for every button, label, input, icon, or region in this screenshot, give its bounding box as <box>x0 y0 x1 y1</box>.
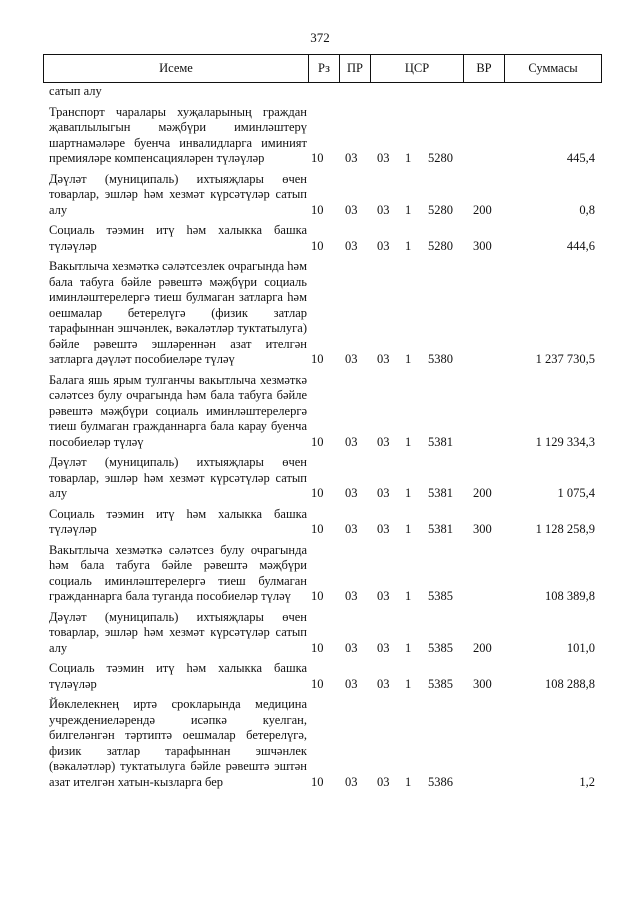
cell-sum: 108 288,8 <box>545 676 595 691</box>
cell-pr: 03 <box>345 352 358 366</box>
cell-c3: 5280 <box>428 151 453 165</box>
cell-c3: 5386 <box>428 774 453 789</box>
cell-sum: 445,4 <box>566 151 595 165</box>
cell-c2: 1 <box>405 352 412 366</box>
cell-sum: 101,0 <box>566 640 595 655</box>
row-values <box>43 84 602 100</box>
cell-c1: 03 <box>377 522 390 536</box>
cell-rz: 10 <box>311 202 324 217</box>
cell-pr: 03 <box>345 486 358 500</box>
table-row <box>43 697 602 790</box>
row-name: Транспорт чаралары хуҗаларының граждан җаваплылыгын мәҗбүри иминләштерү шартнамәләре буенча инвалидларга иминият премияләре компенсацияләрен түләүләр <box>49 104 307 165</box>
row-values <box>43 151 602 167</box>
cell-c2: 1 <box>405 202 412 217</box>
cell-c1: 03 <box>377 774 390 789</box>
header-name: Исеме <box>44 55 309 83</box>
cell-c1: 03 <box>377 486 390 500</box>
cell-sum: 0,8 <box>579 202 595 217</box>
cell-vr: 300 <box>473 238 492 253</box>
cell-rz: 10 <box>311 238 324 253</box>
cell-vr: 200 <box>473 202 492 217</box>
cell-pr: 03 <box>345 151 358 165</box>
row-values <box>43 641 602 657</box>
row-name: Вакытлыча хезмәткә сәләтсез булу очрагында һәм бала табуга бәйле рәвештә мәҗбүри социаль иминләштерелергә тиеш булмаган гражданнарга бала туганда пособиеләр түләү <box>49 542 307 603</box>
cell-c2: 1 <box>405 640 412 655</box>
cell-rz: 10 <box>311 589 324 603</box>
row-name: Социаль тәэмин итү һәм халыкка башка түләүләр <box>49 661 307 691</box>
cell-rz: 10 <box>311 151 324 165</box>
row-name: Социаль тәэмин итү һәм халыкка башка түләүләр <box>49 223 307 253</box>
row-name: Дәүләт (муниципаль) ихтыяҗлары өчен товарлар, эшләр һәм хезмәт күрсәтүләр сатып алу <box>49 609 307 655</box>
header-sum: Суммасы <box>505 55 602 83</box>
table-row <box>43 223 602 254</box>
row-values <box>43 589 602 605</box>
table-row <box>43 105 602 167</box>
cell-c3: 5385 <box>428 676 453 691</box>
cell-vr: 200 <box>473 486 492 500</box>
row-name: Дәүләт (муниципаль) ихтыяҗлары өчен товарлар, эшләр һәм хезмәт күрсәтүләр сатып алу <box>49 171 307 217</box>
cell-sum: 1 129 334,3 <box>535 434 595 449</box>
cell-sum: 1,2 <box>579 774 595 789</box>
row-name: Вакытлыча хезмәткә сәләтсезлек очрагында һәм бала табуга бәйле рәвештә мәҗбүри социаль иминләштерелергә тиеш булмаган затларга һәм оешмалар бетерелүгә (физик затлар тарафыннан эшчәнлек, вәкаләтләр туктатылуга) бәйле рәвештә эшләреннән азат ителгән затларга дәүләт пособиеләре түләү <box>49 259 307 366</box>
row-values <box>43 239 602 255</box>
cell-c1: 03 <box>377 202 390 217</box>
cell-c2: 1 <box>405 589 412 603</box>
table-row <box>43 84 602 100</box>
cell-rz: 10 <box>311 774 324 789</box>
row-name: сатып алу <box>49 84 102 98</box>
page-number: 372 <box>310 30 330 45</box>
cell-c2: 1 <box>405 774 412 789</box>
cell-pr: 03 <box>345 589 358 603</box>
cell-c1: 03 <box>377 589 390 603</box>
row-name: Йөклелекнең иртә срокларында медицина учреждениеләрендә исәпкә куелган, билгеләнгән тәртиптә оешмалар бетерелүгә, физик затлар тарафыннан эшчәнлек (вәкаләтләр) туктатылуга бәйле рәвештә эштән азат ителгән хатын-кызларга бер <box>49 697 307 789</box>
cell-rz: 10 <box>311 434 324 449</box>
cell-vr: 300 <box>473 676 492 691</box>
cell-c2: 1 <box>405 434 412 449</box>
cell-c1: 03 <box>377 640 390 655</box>
cell-c2: 1 <box>405 151 412 165</box>
cell-c2: 1 <box>405 238 412 253</box>
header-csr: ЦСР <box>371 55 464 83</box>
cell-c1: 03 <box>377 151 390 165</box>
cell-c1: 03 <box>377 352 390 366</box>
table-row <box>43 543 602 605</box>
cell-c3: 5280 <box>428 238 453 253</box>
cell-c3: 5380 <box>428 352 453 366</box>
row-values <box>43 486 602 502</box>
table-row <box>43 373 602 451</box>
table-row <box>43 259 602 368</box>
cell-sum: 1 075,4 <box>557 486 595 500</box>
row-name: Социаль тәэмин итү һәм халыкка башка түләүләр <box>49 506 307 536</box>
cell-c1: 03 <box>377 676 390 691</box>
cell-c3: 5280 <box>428 202 453 217</box>
cell-rz: 10 <box>311 676 324 691</box>
cell-pr: 03 <box>345 202 358 217</box>
cell-c1: 03 <box>377 434 390 449</box>
table-row <box>43 661 602 692</box>
cell-c3: 5381 <box>428 434 453 449</box>
header-rz: Рз <box>309 55 340 83</box>
cell-c3: 5381 <box>428 522 453 536</box>
row-name: Балага яшь ярым тулганчы вакытлыча хезмәткә сәләтсез булу очрагында һәм бала табуга бәйле рәвештә мәҗбүри социаль иминләштерелергә тиеш булмаган гражданнарга бала карау буенча пособиеләр түләү <box>49 372 307 449</box>
cell-rz: 10 <box>311 486 324 500</box>
cell-vr: 200 <box>473 640 492 655</box>
table-header <box>43 54 602 83</box>
header-pr: ПР <box>340 55 371 83</box>
row-values <box>43 352 602 368</box>
cell-pr: 03 <box>345 676 358 691</box>
row-values <box>43 522 602 538</box>
cell-c1: 03 <box>377 238 390 253</box>
cell-pr: 03 <box>345 434 358 449</box>
row-values <box>43 203 602 219</box>
header-vr: ВР <box>464 55 505 83</box>
cell-rz: 10 <box>311 522 324 536</box>
row-name: Дәүләт (муниципаль) ихтыяҗлары өчен товарлар, эшләр һәм хезмәт күрсәтүләр сатып алу <box>49 455 307 500</box>
row-values <box>43 677 602 693</box>
cell-c3: 5385 <box>428 640 453 655</box>
table-row <box>43 610 602 657</box>
cell-pr: 03 <box>345 522 358 536</box>
cell-sum: 444,6 <box>566 238 595 253</box>
cell-c3: 5385 <box>428 589 453 603</box>
cell-c2: 1 <box>405 486 412 500</box>
cell-sum: 108 389,8 <box>545 589 595 603</box>
row-values <box>43 435 602 451</box>
table-row <box>43 507 602 538</box>
cell-c2: 1 <box>405 676 412 691</box>
cell-pr: 03 <box>345 640 358 655</box>
cell-vr: 300 <box>473 522 492 536</box>
cell-pr: 03 <box>345 774 358 789</box>
cell-sum: 1 237 730,5 <box>535 352 595 366</box>
cell-pr: 03 <box>345 238 358 253</box>
cell-c3: 5381 <box>428 486 453 500</box>
table-row <box>43 455 602 502</box>
cell-rz: 10 <box>311 352 324 366</box>
row-values <box>43 775 602 791</box>
cell-sum: 1 128 258,9 <box>535 522 595 536</box>
cell-rz: 10 <box>311 640 324 655</box>
table-body <box>43 84 602 795</box>
cell-c2: 1 <box>405 522 412 536</box>
table-row <box>43 172 602 219</box>
